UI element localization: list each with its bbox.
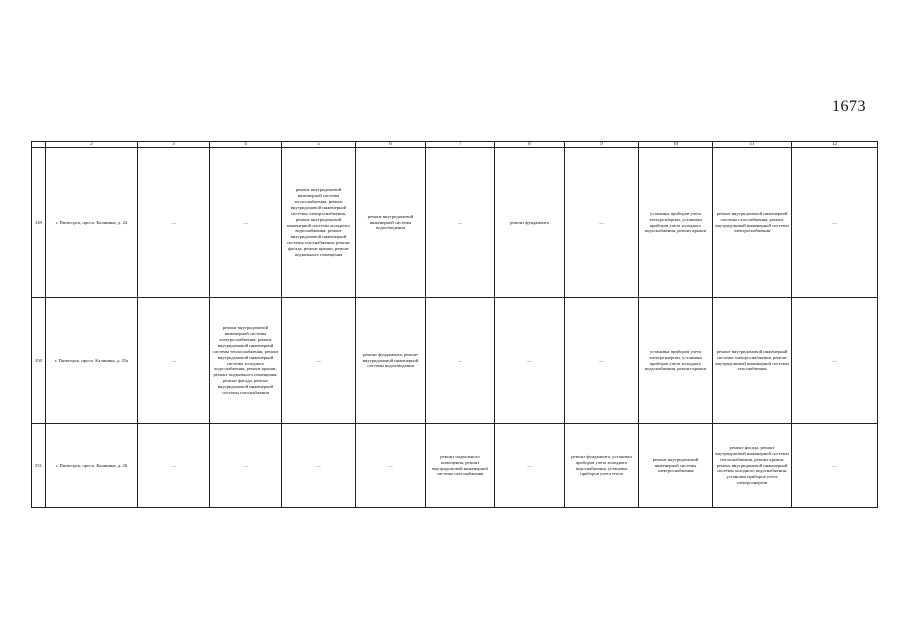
column-header: 12 [792, 142, 878, 148]
table-cell: — [495, 424, 565, 508]
column-header: 4 [210, 142, 282, 148]
column-header: 3 [138, 142, 210, 148]
table-cell: ремонт фундамента [495, 148, 565, 298]
table-cell: — [210, 424, 282, 508]
table-cell: ремонт внутридомовой инженерной системы теплоснабжения, ремонт внутридомовой инженерной системы электроснабжения, ремонт внутридомовой инженерной системы холодного водоснабжения, ремонт внутридомовой инженерной системы газоснабжения, ремонт фасада, ремонт крыши, ремонт подвального помещения [282, 148, 356, 298]
table-cell: — [792, 148, 878, 298]
row-number: 351 [32, 424, 46, 508]
table-cell: ремонт внутридомовой инженерной системы электроснабжения [639, 424, 713, 508]
column-header: 8 [495, 142, 565, 148]
table-cell: установка приборов учета электроэнергии, установка приборов учета холодного водоснабжения, ремонт крыши [639, 298, 713, 424]
address-cell: г. Пятигорск, просп. Калинина, д. 26 [46, 424, 138, 508]
table-row [32, 298, 878, 424]
work-schedule-table [31, 141, 878, 508]
table-cell: ремонт фундамента, установка приборов учета холодного водоснабжения, установка приборов учета тепла [565, 424, 639, 508]
column-header: 11 [713, 142, 792, 148]
table-cell: — [426, 298, 495, 424]
column-header: 9 [565, 142, 639, 148]
column-header: 2 [46, 142, 138, 148]
row-number: 349 [32, 148, 46, 298]
table-cell: — [426, 148, 495, 298]
table-cell: — [792, 298, 878, 424]
row-number: 350 [32, 298, 46, 424]
table-cell: — [565, 148, 639, 298]
table-row [32, 148, 878, 298]
table-cell: ремонт внутридомовой инженерной системы электроснабжения, ремонт внутридомовой инженерной системы газоснабжения [713, 298, 792, 424]
address-cell: г. Пятигорск, просп. Калинина, д. 25а [46, 298, 138, 424]
table-cell: — [565, 298, 639, 424]
table-row [32, 424, 878, 508]
table-cell: — [138, 298, 210, 424]
table-cell: ремонт фундамента, ремонт внутридомовой инженерной системы водоотведения [356, 298, 426, 424]
column-header: 6 [356, 142, 426, 148]
table-cell: — [356, 424, 426, 508]
table-cell: — [792, 424, 878, 508]
table-cell: установка приборов учета электроэнергии, установка приборов учета холодного водоснабжения, ремонт крыши [639, 148, 713, 298]
table-cell: ремонт фасада, ремонт внутридомовой инженерной системы теплоснабжения, ремонт крыши, ремонт внутридомовой инженерной системы холодного водоснабжения, установка приборов учета электроэнергии [713, 424, 792, 508]
table-cell: — [495, 298, 565, 424]
table-cell: — [210, 148, 282, 298]
table-cell: — [282, 424, 356, 508]
table-cell: — [138, 424, 210, 508]
table-cell: ремонт внутридомовой инженерной системы газоснабжения, ремонт внутридомовой инженерной системы электроснабжения [713, 148, 792, 298]
table-cell: ремонт подвального помещения, ремонт внутридомовой инженерной системы газоснабжения [426, 424, 495, 508]
column-header: 10 [639, 142, 713, 148]
column-header: 7 [426, 142, 495, 148]
table-cell: — [138, 148, 210, 298]
table-cell: ремонт внутридомовой инженерной системы водоотведения [356, 148, 426, 298]
column-header: 5 [282, 142, 356, 148]
address-cell: г. Пятигорск, просп. Калинина, д. 24 [46, 148, 138, 298]
table-cell: ремонт внутридомовой инженерной системы электроснабжения, ремонт внутридомовой инженерной системы теплоснабжения, ремонт внутридомовой инженерной системы холодного водоснабжения, ремонт крыши, ремонт подвального помещения, ремонт фасада, ремонт внутридомовой инженерной системы газоснабжения [210, 298, 282, 424]
page-number: 1673 [832, 98, 866, 115]
table-cell: — [282, 298, 356, 424]
